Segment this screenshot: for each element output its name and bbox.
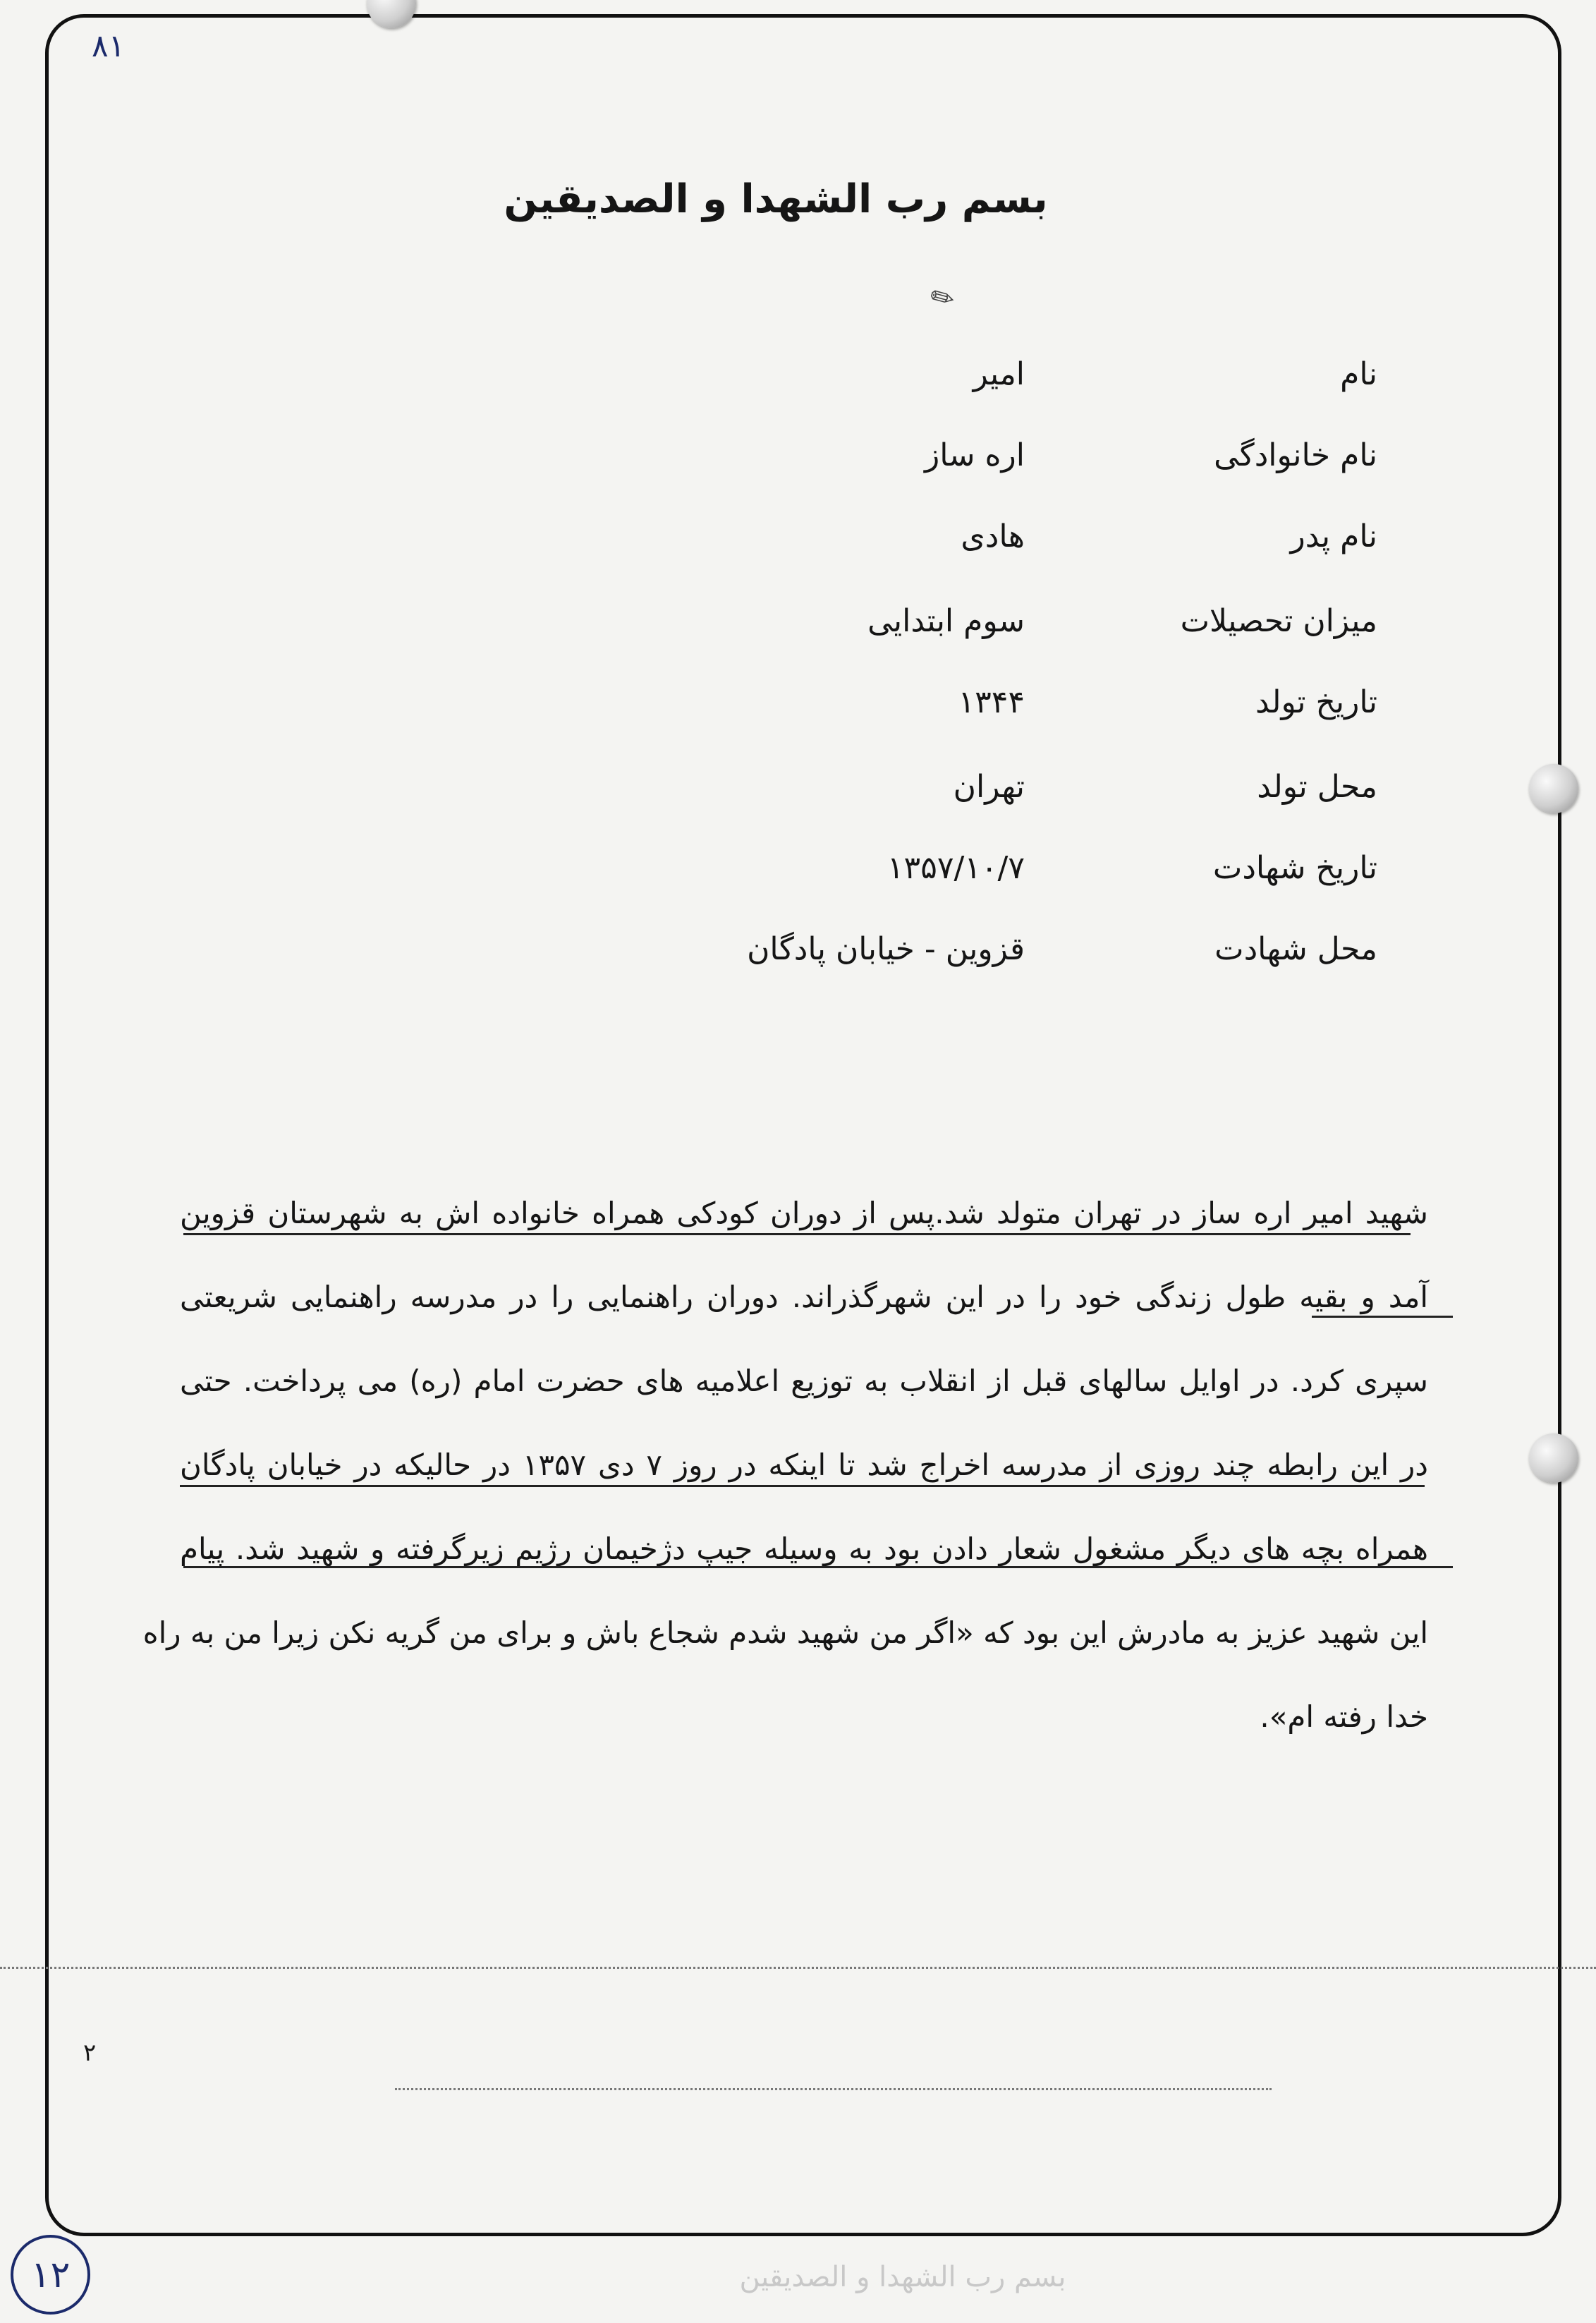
info-row-birth-place xyxy=(0,769,1596,825)
info-label: تاریخ شهادت xyxy=(1212,850,1377,886)
info-label: محل تولد xyxy=(1257,769,1377,805)
handwritten-circled-number: ۱۲ xyxy=(11,2235,90,2315)
info-value: تهران xyxy=(953,769,1025,805)
bleed-through-text: بسم رب الشهدا و الصدیقین xyxy=(739,2261,1066,2293)
info-label: محل شهادت xyxy=(1214,931,1377,967)
info-value: ۱۳۴۴ xyxy=(958,684,1025,720)
bio-line: همراه بچه های دیگر مشغول شعار دادن بود به وسیله جیپ دژخیمان رژیم زیرگرفته و شهید شد. پیام xyxy=(180,1532,1428,1566)
bio-line: خدا رفته ام». xyxy=(1260,1699,1428,1734)
info-row-name xyxy=(0,356,1596,413)
bio-line: سپری کرد. در اوایل سالهای قبل از انقلاب به توزیع اعلامیه های حضرت امام (ره) می پرداخت. حتی xyxy=(180,1364,1428,1398)
dotted-separator xyxy=(0,1967,1596,1969)
info-row-martyrdom-date xyxy=(0,850,1596,906)
pen-underline xyxy=(183,1233,1411,1235)
pen-underline xyxy=(183,1566,1453,1568)
biography-paragraph xyxy=(142,1171,1428,1759)
bio-line: در این رابطه چند روزی از مدرسه اخراج شد تا اینکه در روز ۷ دی ۱۳۵۷ در حالیکه در خیابان پادگان xyxy=(180,1448,1428,1482)
info-row-birth-date xyxy=(0,684,1596,741)
bio-line: این شهید عزیز به مادرش این بود که «اگر من شهید شدم شجاع باش و برای من گریه نکن زیرا من به راه xyxy=(142,1615,1428,1650)
info-label: نام خانوادگی xyxy=(1214,437,1377,473)
dotted-separator xyxy=(395,2088,1272,2090)
page-number: ۲ xyxy=(83,2039,97,2067)
pen-underline xyxy=(1312,1316,1453,1318)
info-value: هادی xyxy=(961,518,1025,554)
bio-line: شهید امیر اره ساز در تهران متولد شد.پس از دوران کودکی همراه خانواده اش به شهرستان قزوین xyxy=(180,1196,1428,1230)
info-value: سوم ابتدایی xyxy=(867,603,1025,639)
info-value: قزوین - خیابان پادگان xyxy=(747,931,1025,967)
info-row-father-name xyxy=(0,518,1596,575)
info-row-education xyxy=(0,603,1596,660)
info-value: اره ساز xyxy=(924,437,1025,473)
info-label: میزان تحصیلات xyxy=(1180,603,1377,639)
info-row-family-name xyxy=(0,437,1596,494)
info-label: نام پدر xyxy=(1290,518,1377,554)
info-value: امیر xyxy=(973,356,1025,392)
binder-hole-right-lower xyxy=(1529,1433,1578,1483)
page-border xyxy=(45,14,1561,2236)
pen-underline xyxy=(180,1485,1425,1487)
bio-line: آمد و بقیه طول زندگی خود را در این شهرگذراند. دوران راهنمایی را در مدرسه راهنمایی شریعتی xyxy=(180,1280,1428,1314)
handwritten-corner-number: ۸۱ xyxy=(92,28,126,64)
page-title: بسم رب الشهدا و الصدیقین xyxy=(504,176,1048,222)
info-label: تاریخ تولد xyxy=(1255,684,1377,720)
ornament-icon: ✎ xyxy=(924,278,961,319)
info-label: نام xyxy=(1340,356,1377,392)
info-row-martyrdom-place xyxy=(0,931,1596,988)
info-value: ۱۳۵۷/۱۰/۷ xyxy=(887,850,1025,886)
